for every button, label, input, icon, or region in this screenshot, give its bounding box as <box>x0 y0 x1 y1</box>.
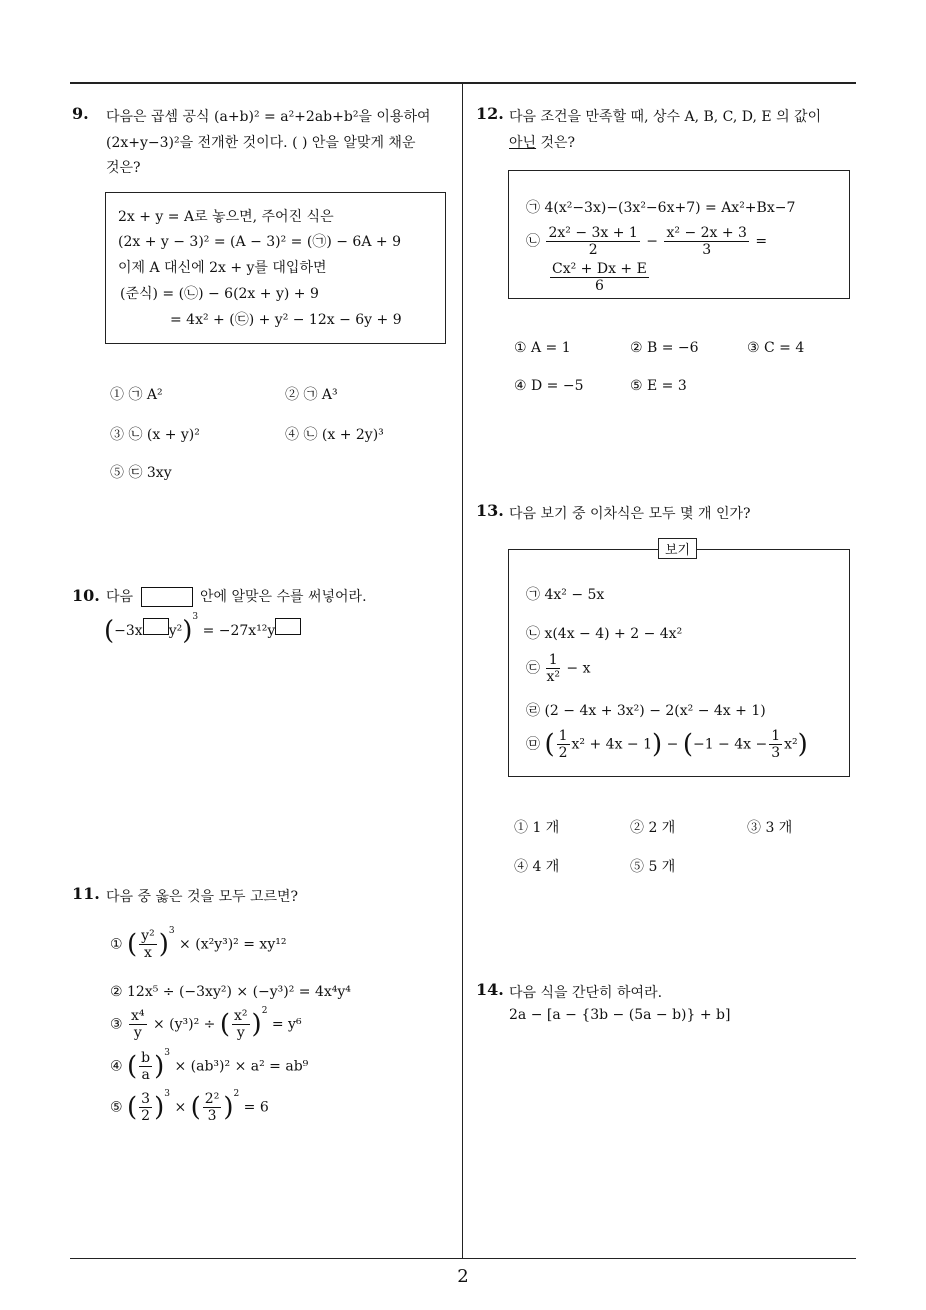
paren: ( <box>190 1092 201 1123</box>
answer-choice[interactable]: ② ㉠ A³ <box>285 387 338 403</box>
paren: ( <box>127 1092 138 1123</box>
choice-text: × <box>174 1099 187 1116</box>
column-divider <box>462 83 463 1259</box>
bogi-label: 보기 <box>658 538 697 559</box>
item-mark: ㉢ <box>526 660 540 677</box>
paren: ( <box>544 729 555 760</box>
paren: ( <box>219 1009 231 1040</box>
bogi-item: ㉣ (2 − 4x + 3x²) − 2(x² − 4x + 1) <box>526 703 766 719</box>
answer-choice[interactable]: ⑤ E = 3 <box>630 378 687 394</box>
choice-mark: ④ <box>110 1058 123 1075</box>
fraction: $\frac{\text{x⁴}}{y}$ <box>131 1008 145 1042</box>
answer-choice[interactable]: ② B = −6 <box>630 340 699 356</box>
answer-choice[interactable]: ⑤ ㉢ 3xy <box>110 465 172 481</box>
fraction: $\frac{\text{x² − 2x + 3}}{3}$ <box>666 225 747 259</box>
question-stem-line <box>509 132 575 152</box>
choice-mark: ① <box>110 936 123 953</box>
answer-choice[interactable] <box>110 1088 269 1125</box>
question-stem: 다음 보기 중 이차식은 모두 몇 개 인가? <box>509 506 751 522</box>
fraction: $\frac{\text{2x² − 3x + 1}}{2}$ <box>548 225 638 259</box>
fraction: $\frac{\text{2²}}{3}$ <box>204 1091 220 1125</box>
paren: ) <box>158 929 169 960</box>
box-line: = 4x² + (㉢) + y² − 12x − 6y + 9 <box>170 312 402 328</box>
question-stem-line: 것은? <box>106 160 141 176</box>
answer-choice[interactable]: ⑤ 5 개 <box>630 859 676 875</box>
expr-part: = −27x¹²y <box>202 623 276 639</box>
paren: ) <box>797 729 808 760</box>
answer-choice[interactable]: ③ C = 4 <box>747 340 805 356</box>
expression <box>104 612 301 646</box>
answer-choice[interactable]: ① 1 개 <box>514 820 560 836</box>
paren: ( <box>682 729 693 760</box>
fraction: $\frac{\text{y²}}{x}$ <box>141 928 155 962</box>
choice-mark: ③ <box>110 1016 123 1033</box>
answer-choice[interactable]: ② 12x⁵ ÷ (−3xy²) × (−y³)² = 4x⁴y⁴ <box>110 984 351 1000</box>
condition-line <box>526 225 767 258</box>
paren: ( <box>127 929 138 960</box>
paren: ) <box>652 729 663 760</box>
question-stem: 다음 중 옳은 것을 모두 고르면? <box>106 889 299 905</box>
exponent: 3 <box>164 1047 171 1058</box>
box-line: 2x + y = A로 놓으면, 주어진 식은 <box>118 209 334 225</box>
operator: = <box>755 233 768 250</box>
answer-choice[interactable]: ③ ㉡ (x + y)² <box>110 427 200 443</box>
choice-text: = y⁶ <box>271 1016 302 1033</box>
answer-choice[interactable]: ④ ㉡ (x + 2y)³ <box>285 427 384 443</box>
question-number: 14. <box>476 980 504 999</box>
box-line: (준식) = (㉡) − 6(2x + y) + 9 <box>120 286 319 302</box>
paren: ) <box>251 1009 262 1040</box>
question-number: 13. <box>476 501 504 520</box>
exponent: 3 <box>164 1088 170 1099</box>
question-stem: 다음 식을 간단히 하여라. <box>509 985 663 1001</box>
fraction: $\frac{1}{\text{x²}}$ <box>546 652 560 686</box>
stem-text: 안에 알맞은 수를 써넣어라. <box>199 589 367 605</box>
operator: − <box>646 233 659 250</box>
fraction: $\frac{b}{a}$ <box>141 1050 151 1084</box>
question-stem-line: 다음 조건을 만족할 때, 상수 A, B, C, D, E 의 값이 <box>509 109 822 125</box>
bottom-rule <box>70 1258 856 1259</box>
answer-blank[interactable] <box>275 618 301 635</box>
answer-choice[interactable]: ④ 4 개 <box>514 859 560 875</box>
item-text: − x <box>566 660 591 677</box>
bogi-item <box>526 652 591 685</box>
question-number: 9. <box>72 104 89 123</box>
page-number: 2 <box>457 1266 469 1287</box>
paren: ) <box>182 616 193 646</box>
expr-part: −3x <box>114 623 143 639</box>
question-number: 10. <box>72 586 100 605</box>
choice-text: = 6 <box>243 1099 269 1116</box>
stem-text: 것은? <box>536 135 576 151</box>
item-text: x² + 4x − 1 <box>571 736 653 753</box>
fraction: $\frac{1}{3}$ <box>771 728 781 762</box>
item-mark: ㉤ <box>526 736 540 753</box>
exponent: 3 <box>168 925 175 936</box>
question-number: 12. <box>476 104 504 123</box>
answer-blank[interactable] <box>143 618 169 635</box>
answer-choice[interactable]: ① A = 1 <box>514 340 571 356</box>
answer-choice[interactable]: ③ 3 개 <box>747 820 793 836</box>
expr-part: y² <box>168 623 183 639</box>
exponent: 2 <box>233 1088 240 1099</box>
condition-mark: ㉡ <box>526 233 540 250</box>
fraction: $\frac{\text{Cx² + Dx + E}}{6}$ <box>552 261 647 295</box>
fraction: $\frac{1}{2}$ <box>558 728 568 762</box>
item-text: −1 − 4x − <box>692 736 768 753</box>
answer-choice[interactable]: ④ D = −5 <box>514 378 584 394</box>
exponent: 3 <box>192 612 199 622</box>
paren: ) <box>154 1051 165 1082</box>
fraction: $\frac{3}{2}$ <box>141 1091 151 1125</box>
box-line: (2x + y − 3)² = (A − 3)² = (㉠) − 6A + 9 <box>118 234 401 250</box>
box-line: 이제 A 대신에 2x + y를 대입하면 <box>118 260 327 276</box>
choice-text: × (y³)² ÷ <box>152 1016 216 1033</box>
choice-mark: ⑤ <box>110 1099 123 1116</box>
question-stem-line: (2x+y−3)²을 전개한 것이다. ( ) 안을 알맞게 채운 <box>106 135 416 151</box>
condition-line: ㉠ 4(x²−3x)−(3x²−6x+7) = Ax²+Bx−7 <box>526 200 796 216</box>
question-stem <box>106 586 367 607</box>
question-stem-line: 다음은 곱셈 공식 (a+b)² = a²+2ab+b²을 이용하여 <box>106 109 431 125</box>
top-rule <box>70 82 856 84</box>
underlined-word: 아닌 <box>509 135 537 151</box>
expression: 2a − [a − {3b − (5a − b)} + b] <box>509 1007 731 1023</box>
answer-choice[interactable] <box>110 1047 309 1084</box>
bogi-item: ㉡ x(4x − 4) + 2 − 4x² <box>526 626 683 642</box>
question-number: 11. <box>72 884 100 903</box>
paren: ) <box>154 1092 165 1123</box>
stem-text: 다음 <box>106 589 134 605</box>
choice-text: × (x²y³)² = xy¹² <box>179 936 287 953</box>
condition-line <box>548 261 651 294</box>
bogi-item: ㉠ 4x² − 5x <box>526 587 605 603</box>
fraction: $\frac{\text{x²}}{y}$ <box>234 1008 248 1042</box>
item-text: − <box>666 736 679 753</box>
answer-choice[interactable] <box>110 925 287 962</box>
answer-choice[interactable]: ① ㉠ A² <box>110 387 163 403</box>
paren: ) <box>223 1092 234 1123</box>
answer-blank[interactable] <box>141 587 193 607</box>
paren: ( <box>104 616 115 646</box>
bogi-item <box>526 728 808 761</box>
exponent: 2 <box>261 1005 268 1016</box>
paren: ( <box>127 1051 138 1082</box>
item-text: x² <box>784 736 798 753</box>
choice-text: × (ab³)² × a² = ab⁹ <box>174 1058 309 1075</box>
answer-choice[interactable] <box>110 1005 302 1042</box>
answer-choice[interactable]: ② 2 개 <box>630 820 676 836</box>
